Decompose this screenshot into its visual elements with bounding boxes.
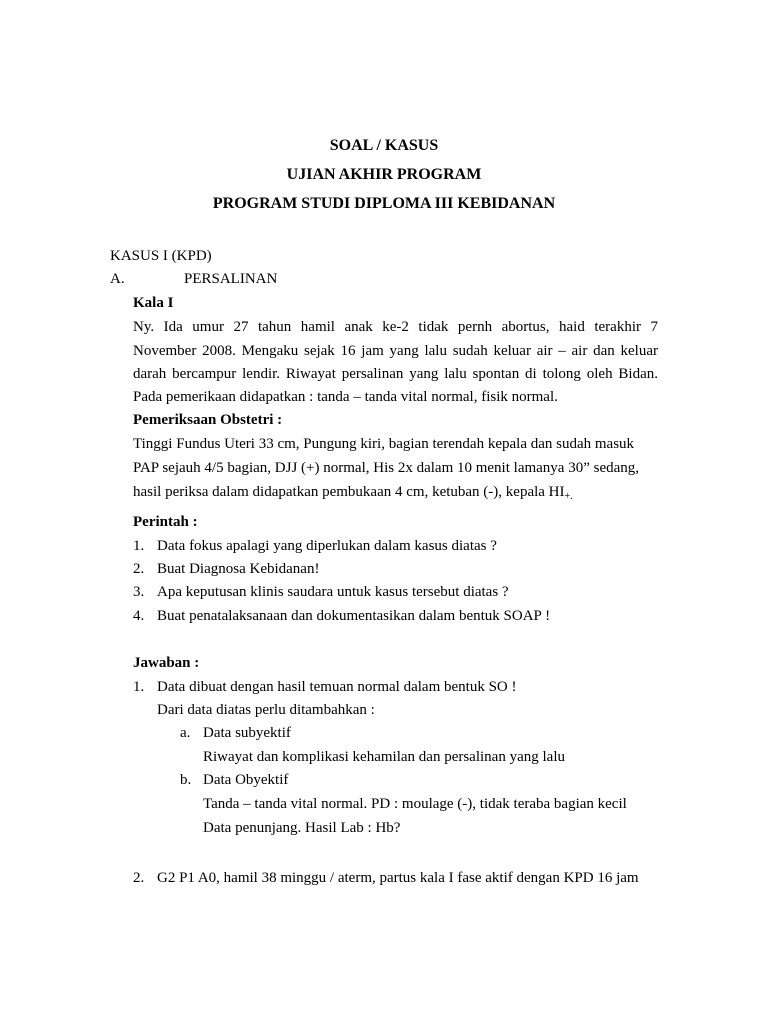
jawaban-num-1: 1. (133, 679, 145, 695)
kala-title: Kala I (133, 295, 174, 311)
perintah-num-2: 2. (133, 561, 145, 577)
header-line-2: UJIAN AKHIR PROGRAM (286, 166, 482, 183)
subitem-a-text: Riwayat dan komplikasi kehamilan dan persalinan yang lalu (203, 749, 565, 765)
subitem-b-text-1: Tanda – tanda vital normal. PD : moulage (-), tidak teraba bagian kecil (203, 796, 627, 812)
subitem-b-letter: b. (180, 772, 192, 788)
subitem-a-letter: a. (180, 725, 191, 741)
perintah-item-1: Data fokus apalagi yang diperlukan dalam kasus diatas ? (157, 538, 497, 554)
perintah-item-2: Buat Diagnosa Kebidanan! (157, 561, 320, 577)
subitem-b-title: Data Obyektif (203, 772, 289, 788)
case-text-line-2: November 2008. Mengaku sejak 16 jam yang lalu sudah keluar air – air dan keluar (133, 343, 658, 359)
obstetri-text-line-3-main: hasil periksa dalam didapatkan pembukaan 4 cm, ketuban (-), kepala HI (133, 484, 565, 500)
jawaban-item-1: Data dibuat dengan hasil temuan normal dalam bentuk SO ! (157, 679, 517, 695)
jawaban-num-2: 2. (133, 870, 145, 886)
obstetri-title: Pemeriksaan Obstetri : (133, 412, 283, 428)
perintah-title: Perintah : (133, 514, 198, 530)
obstetri-text-line-2: PAP sejauh 4/5 bagian, DJJ (+) normal, His 2x dalam 10 menit lamanya 30” sedang, (133, 460, 640, 476)
obstetri-text-subscript: +. (564, 491, 573, 502)
case-text-line-4: Pada pemerikaan didapatkan : tanda – tanda vital normal, fisik normal. (133, 389, 558, 405)
section-letter: A. (110, 271, 125, 287)
subitem-b-text-2: Data penunjang. Hasil Lab : Hb? (203, 820, 401, 836)
header-line-1: SOAL / KASUS (329, 137, 439, 154)
case-title: KASUS I (KPD) (110, 248, 212, 264)
perintah-num-3: 3. (133, 584, 145, 600)
case-text-line-1: Ny. Ida umur 27 tahun hamil anak ke-2 tidak pernh abortus, haid terakhir 7 (133, 319, 658, 335)
case-text-line-3: darah bercampur lendir. Riwayat persalinan yang lalu spontan di tolong oleh Bidan. (133, 366, 658, 382)
perintah-item-3: Apa keputusan klinis saudara untuk kasus tersebut diatas ? (157, 584, 509, 600)
section-title: PERSALINAN (184, 271, 278, 287)
subitem-a-title: Data subyektif (203, 725, 291, 741)
jawaban-item-1-sub: Dari data diatas perlu ditambahkan : (157, 702, 375, 718)
perintah-num-4: 4. (133, 608, 145, 624)
perintah-item-4: Buat penatalaksanaan dan dokumentasikan dalam bentuk SOAP ! (157, 608, 551, 624)
header-line-3: PROGRAM STUDI DIPLOMA III KEBIDANAN (212, 195, 556, 212)
obstetri-text-line-1: Tinggi Fundus Uteri 33 cm, Pungung kiri, bagian terendah kepala dan sudah masuk (133, 436, 635, 452)
jawaban-item-2: G2 P1 A0, hamil 38 minggu / aterm, partus kala I fase aktif dengan KPD 16 jam (157, 870, 639, 886)
jawaban-title: Jawaban : (133, 655, 200, 671)
obstetri-text-line-3 (133, 482, 573, 507)
perintah-num-1: 1. (133, 538, 145, 554)
